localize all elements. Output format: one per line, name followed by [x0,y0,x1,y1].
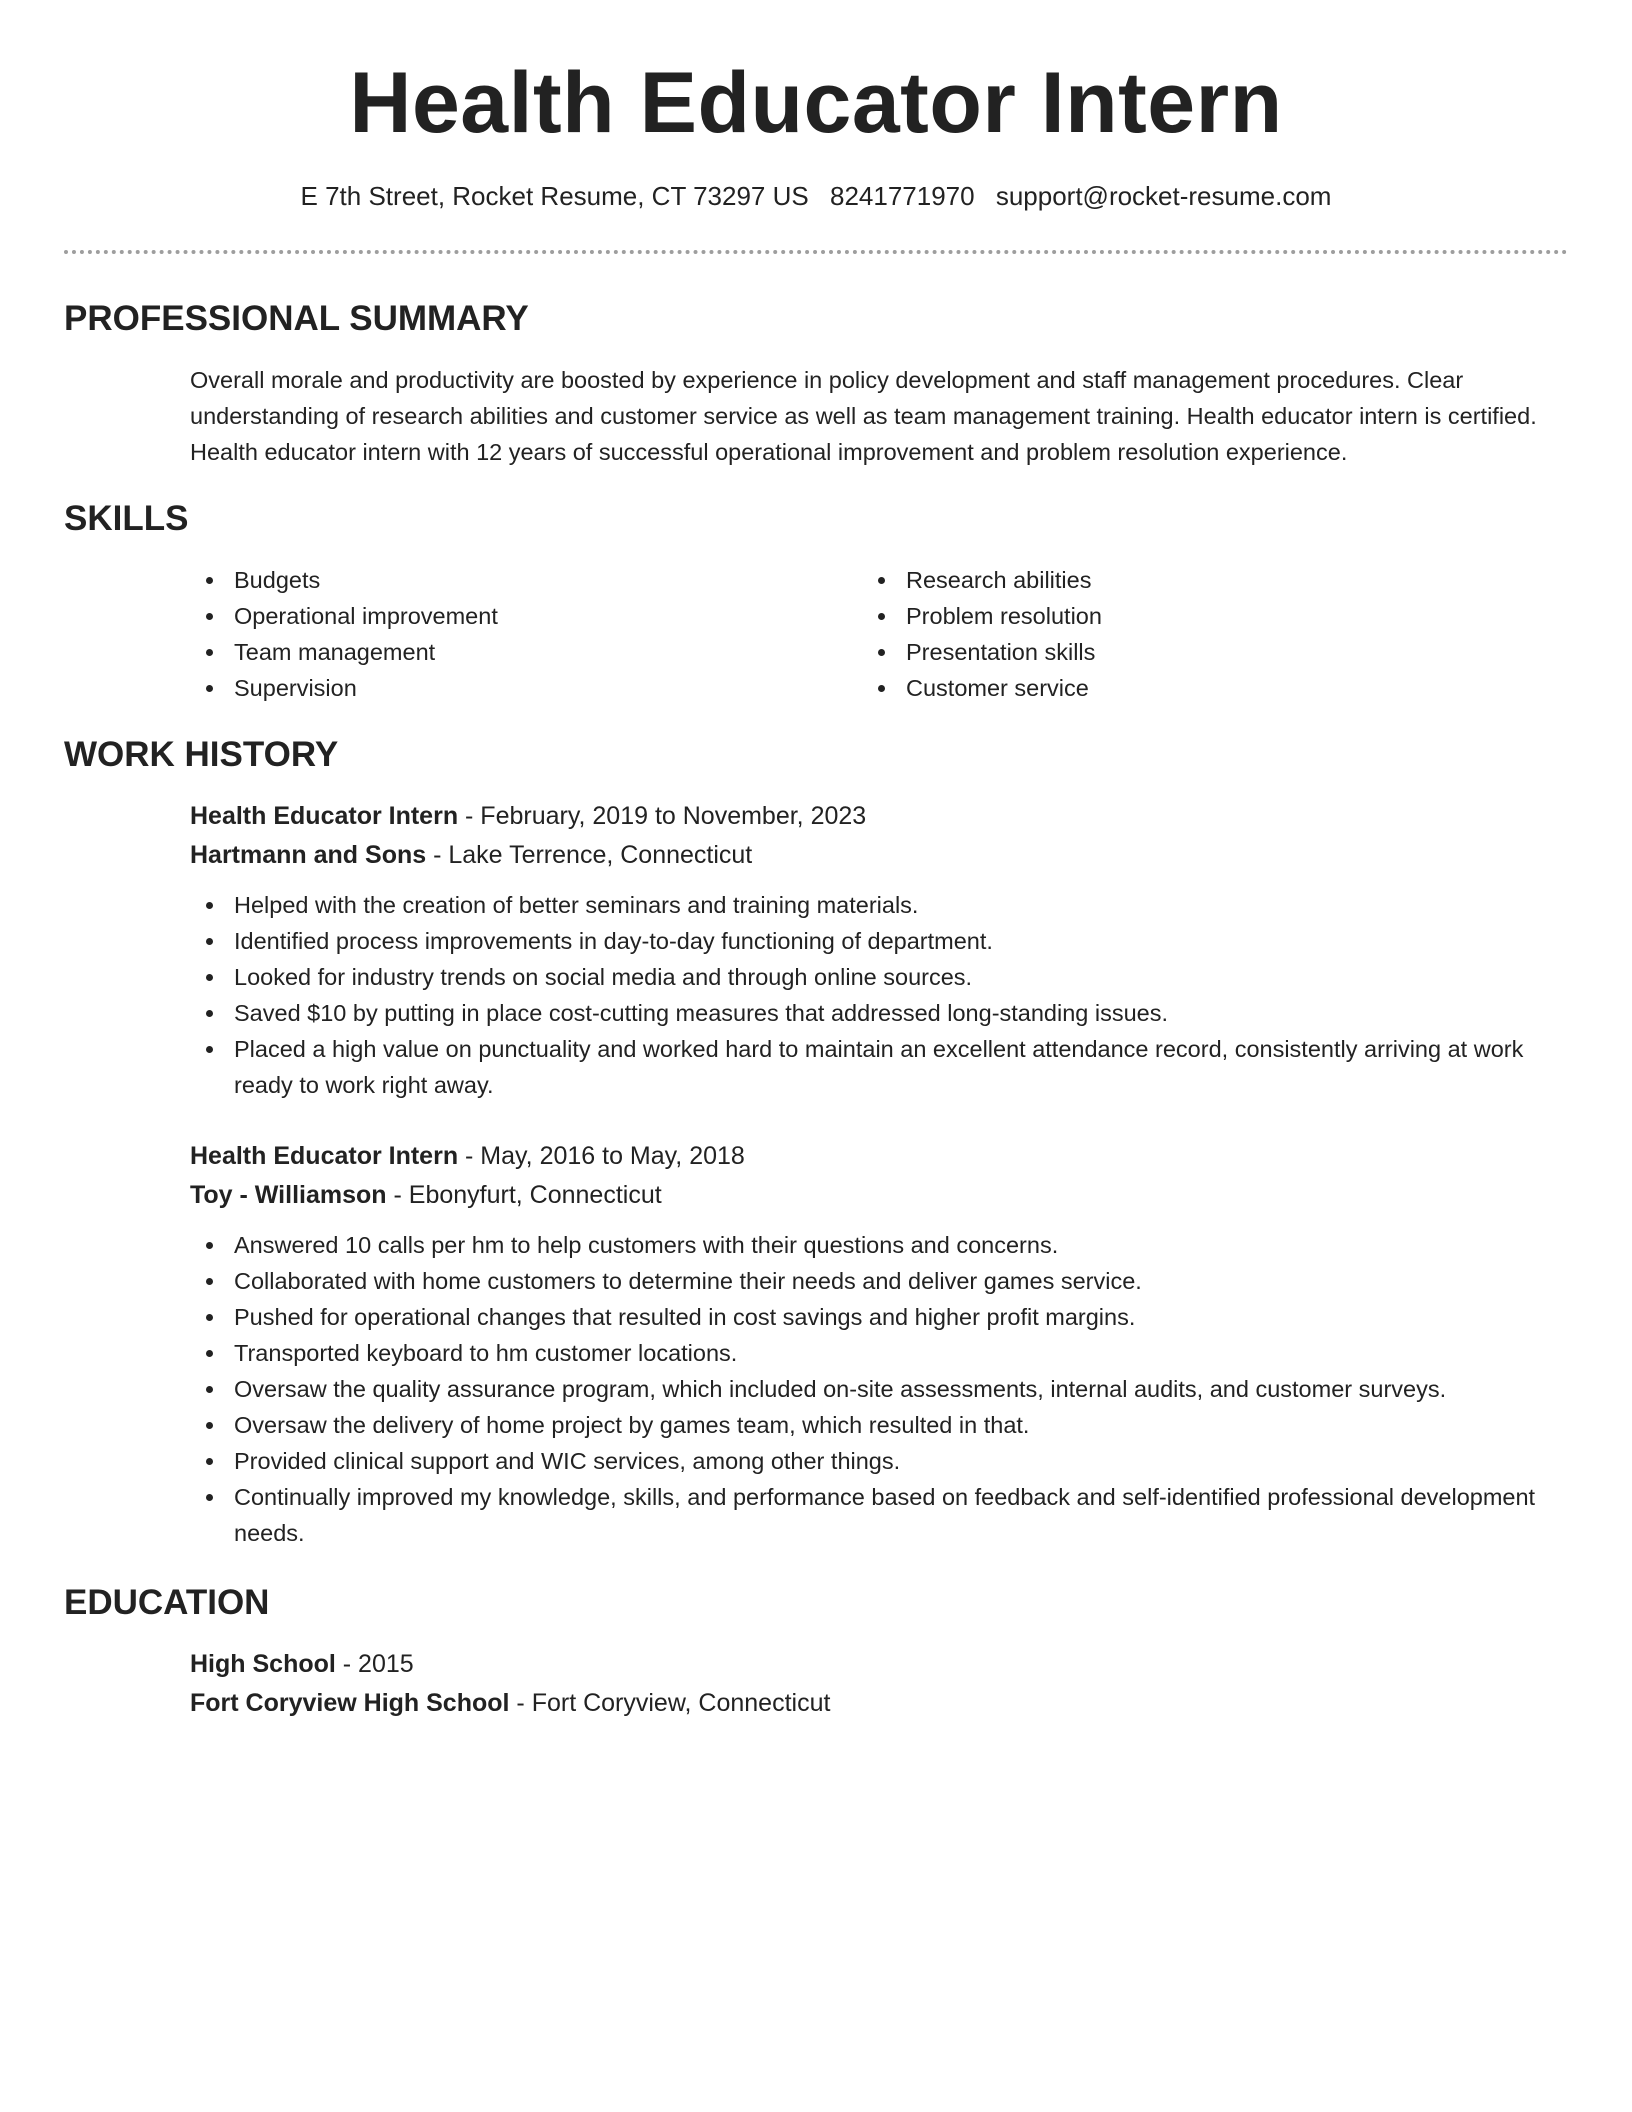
skill-item: Team management [190,634,830,670]
section-title-summary: PROFESSIONAL SUMMARY [64,299,529,338]
job-duty: Collaborated with home customers to determine their needs and deliver games service. [190,1263,1550,1299]
summary-text: Overall morale and productivity are boosted by experience in policy development and staff management procedures. Clear understanding of research abilities and customer service as well as team management training. Health educator intern is certified. Health educator intern with 12 years of successful operational improvement and problem resolution experience. [190,367,1537,465]
skill-item: Budgets [190,562,830,598]
job-duty: Placed a high value on punctuality and worked hard to maintain an excellent attendance record, consistently arriving at work ready to work right away. [190,1031,1550,1103]
contact-line [0,180,1632,214]
education-school: Fort Coryview High School [190,1689,510,1717]
contact-phone: 8241771970 [829,181,975,211]
contact-address: E 7th Street, Rocket Resume, CT 73297 US [300,181,809,211]
job-duty: Identified process improvements in day-to-day functioning of department. [190,923,1550,959]
job-duties-list [190,887,1550,1103]
job-duty: Oversaw the delivery of home project by games team, which resulted in that. [190,1407,1550,1443]
skill-item: Operational improvement [190,598,830,634]
header-divider [64,250,1568,254]
job-duty: Helped with the creation of better seminars and training materials. [190,887,1550,923]
job-duty: Answered 10 calls per hm to help customers with their questions and concerns. [190,1227,1550,1263]
skill-item: Research abilities [862,562,1502,598]
education-degree-line [190,1645,1550,1684]
job-company: Toy - Williamson [190,1181,387,1209]
section-title-work-history: WORK HISTORY [64,735,339,774]
skill-item: Supervision [190,670,830,706]
skills-column-right [862,562,1502,706]
job-title-line [190,1137,1550,1176]
job-dates: - May, 2016 to May, 2018 [458,1142,745,1170]
job-company: Hartmann and Sons [190,841,427,869]
job-duty: Oversaw the quality assurance program, which included on-site assessments, internal audits, and customer surveys. [190,1371,1550,1407]
job-location: - Lake Terrence, Connecticut [426,841,753,869]
job-location: - Ebonyfurt, Connecticut [386,1181,662,1209]
section-title-education: EDUCATION [64,1583,270,1622]
job-duty: Continually improved my knowledge, skills, and performance based on feedback and self-identified professional development needs. [190,1479,1550,1551]
job-company-line [190,836,1550,875]
skills-list-right [862,562,1502,706]
job-entry [190,797,1550,1103]
job-duties-list [190,1227,1550,1551]
skills-column-left [190,562,830,706]
job-duty: Provided clinical support and WIC services, among other things. [190,1443,1550,1479]
job-duty: Transported keyboard to hm customer locations. [190,1335,1550,1371]
skill-item: Customer service [862,670,1502,706]
education-entry [190,1645,1550,1723]
job-entry [190,1137,1550,1551]
candidate-name: Health Educator Intern [349,55,1283,151]
education-location: - Fort Coryview, Connecticut [509,1689,831,1717]
education-degree: High School [190,1650,336,1678]
job-duty: Looked for industry trends on social media and through online sources. [190,959,1550,995]
education-year: - 2015 [335,1650,414,1678]
job-duty: Pushed for operational changes that resulted in cost savings and higher profit margins. [190,1299,1550,1335]
skill-item: Problem resolution [862,598,1502,634]
job-role: Health Educator Intern [190,1142,459,1170]
contact-email: support@rocket-resume.com [995,181,1332,211]
skill-item: Presentation skills [862,634,1502,670]
job-dates: - February, 2019 to November, 2023 [458,802,867,830]
job-duty: Saved $10 by putting in place cost-cutting measures that addressed long-standing issues. [190,995,1550,1031]
job-title-line [190,797,1550,836]
skills-list-left [190,562,830,706]
job-company-line [190,1176,1550,1215]
education-school-line [190,1684,1550,1723]
section-title-skills: SKILLS [64,499,189,538]
job-role: Health Educator Intern [190,802,459,830]
